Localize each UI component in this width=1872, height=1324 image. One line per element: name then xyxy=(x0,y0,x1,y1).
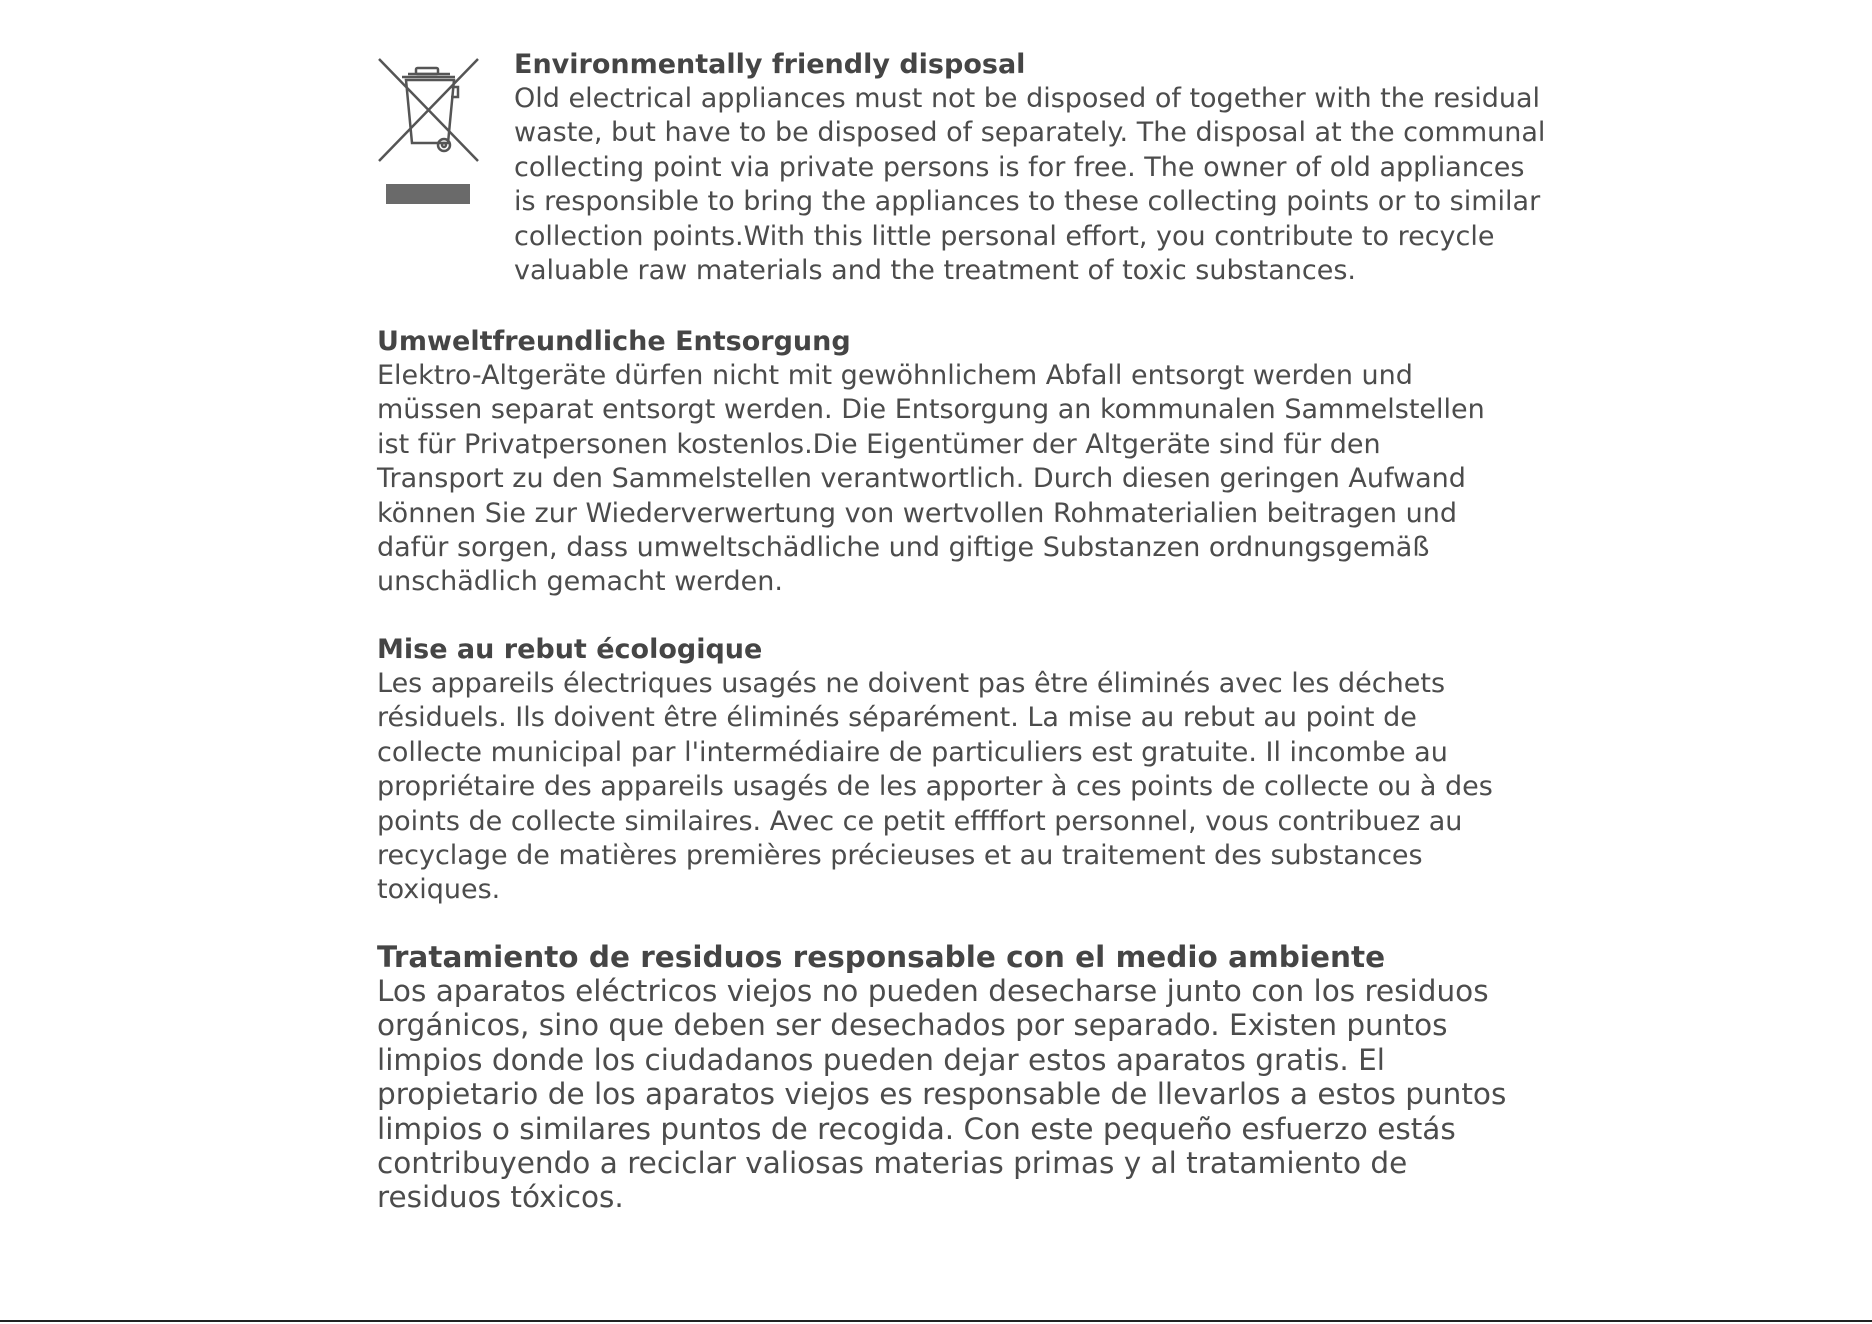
section-body xyxy=(514,82,1694,288)
section-heading: Tratamiento de residuos responsable con el medio ambiente xyxy=(377,940,1386,974)
body-line: orgánicos, sino que deben ser desechados por separado. Existen puntos xyxy=(377,1008,1448,1043)
section-heading: Umweltfreundliche Entsorgung xyxy=(377,326,851,357)
section-heading: Environmentally friendly disposal xyxy=(514,49,1026,80)
body-line: recyclage de matières premières précieuses et au traitement des substances xyxy=(377,840,1423,872)
body-line: résiduels. Ils doivent être éliminés séparément. La mise au rebut au point de xyxy=(377,702,1417,734)
body-line: collection points.With this little personal effort, you contribute to recycle xyxy=(514,220,1495,252)
body-line: is responsible to bring the appliances to these collecting points or to similar xyxy=(514,186,1541,218)
body-line: valuable raw materials and the treatment of toxic substances. xyxy=(514,255,1356,287)
body-line: dafür sorgen, dass umweltschädliche und giftige Substanzen ordnungsgemäß xyxy=(377,532,1430,564)
body-line: propietario de los aparatos viejos es responsable de llevarlos a estos puntos xyxy=(377,1077,1507,1112)
body-line: limpios o similares puntos de recogida. Con este pequeño esfuerzo estás xyxy=(377,1111,1456,1146)
body-line: propriétaire des appareils usagés de les apporter à ces points de collecte ou à des xyxy=(377,771,1493,803)
body-line: Elektro-Altgeräte dürfen nicht mit gewöhnlichem Abfall entsorgt werden und xyxy=(377,360,1413,391)
body-line: Old electrical appliances must not be disposed of together with the residual xyxy=(514,83,1541,114)
body-line: limpios donde los ciudadanos pueden dejar estos aparatos gratis. El xyxy=(377,1042,1385,1077)
disposal-section-french xyxy=(377,633,1557,908)
bottom-divider xyxy=(0,1320,1872,1322)
crossed-out-wheelie-bin-icon xyxy=(376,57,484,207)
body-line: unschädlich gemacht werden. xyxy=(377,566,783,598)
body-line: können Sie zur Wiederverwertung von wertvollen Rohmaterialien beitragen und xyxy=(377,497,1457,529)
body-line: points de collecte similaires. Avec ce petit effffort personnel, vous contribuez au xyxy=(377,805,1463,837)
body-line: müssen separat entsorgt werden. Die Entsorgung an kommunalen Sammelstellen xyxy=(377,394,1485,426)
body-line: Los aparatos eléctricos viejos no pueden desecharse junto con los residuos xyxy=(377,974,1489,1008)
disposal-section-german xyxy=(377,325,1557,600)
section-heading: Mise au rebut écologique xyxy=(377,634,763,665)
body-line: collecte municipal par l'intermédiaire de particuliers est gratuite. Il incombe au xyxy=(377,736,1448,768)
body-line: Transport zu den Sammelstellen verantwortlich. Durch diesen geringen Aufwand xyxy=(377,463,1466,495)
body-line: collecting point via private persons is for free. The owner of old appliances xyxy=(514,151,1525,183)
section-body xyxy=(377,667,1557,908)
body-line: Les appareils électriques usagés ne doivent pas être éliminés avec les déchets xyxy=(377,668,1446,699)
body-line: ist für Privatpersonen kostenlos.Die Eigentümer der Altgeräte sind für den xyxy=(377,428,1381,460)
disposal-section-spanish xyxy=(377,940,1557,1215)
body-line: contribuyendo a reciclar valiosas materias primas y al tratamiento de xyxy=(377,1146,1408,1181)
section-body xyxy=(377,359,1557,600)
disposal-section-english xyxy=(514,48,1694,288)
body-line: toxiques. xyxy=(377,874,501,906)
body-line: residuos tóxicos. xyxy=(377,1180,624,1215)
body-line: waste, but have to be disposed of separately. The disposal at the communal xyxy=(514,117,1546,149)
section-body xyxy=(377,974,1557,1215)
